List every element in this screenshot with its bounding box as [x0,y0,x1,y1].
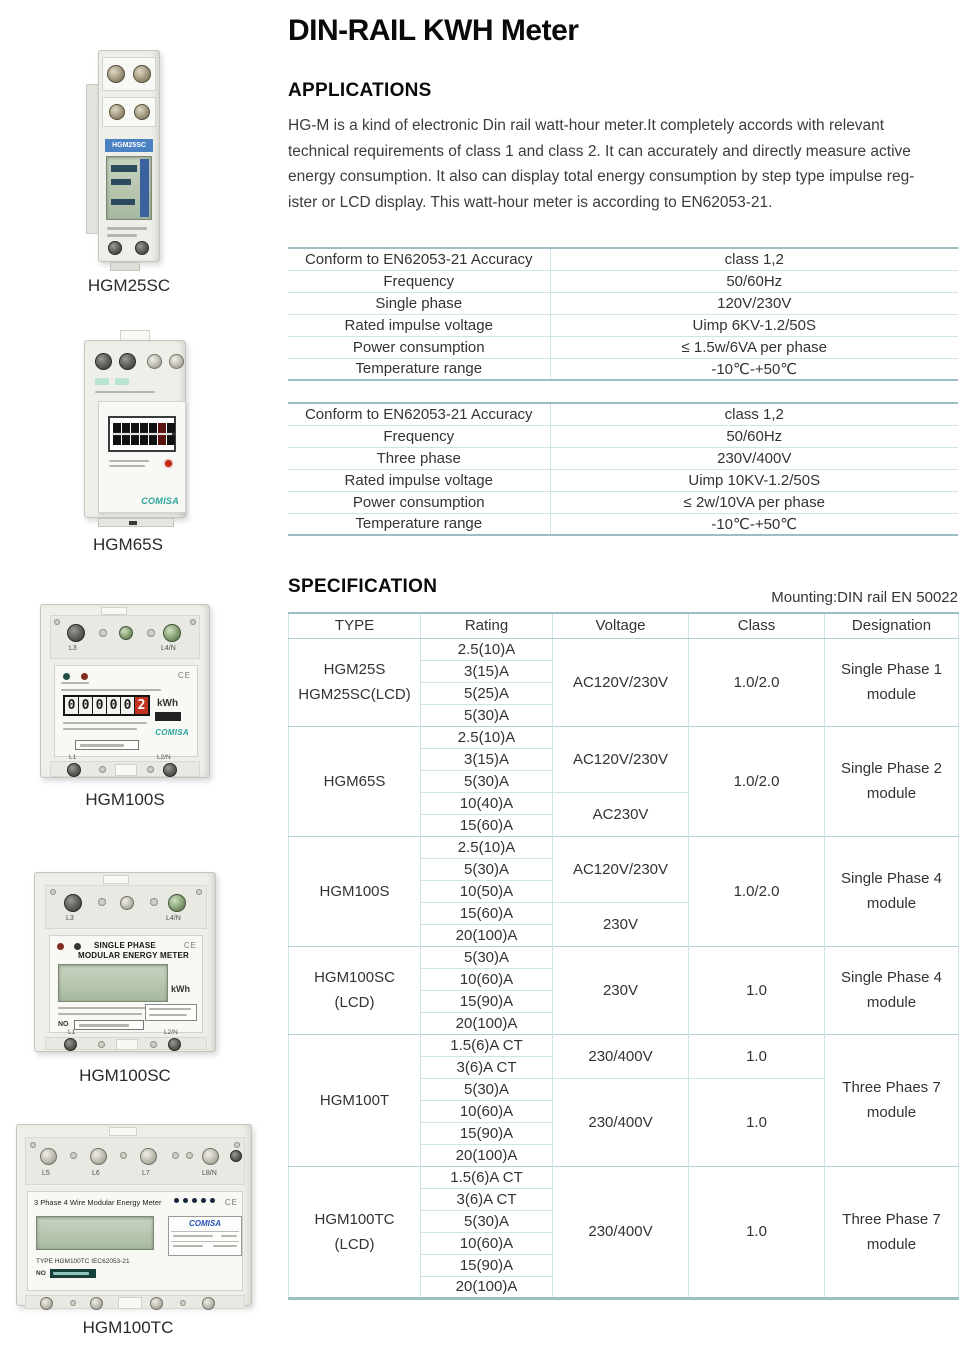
lcd-display [106,156,152,220]
product-caption-hgm25sc: HGM25SC [87,276,171,295]
spec-table-header-row [289,613,959,638]
status-led [174,1198,179,1203]
mount-tab [109,1127,137,1136]
spec-table-row [289,638,959,660]
terminal-screw [168,1038,181,1051]
product-photo-hgm100tc [12,1116,256,1316]
applications-paragraph [288,113,978,215]
meter-body [16,1124,252,1306]
unit-label: kWh [171,984,190,994]
type-line: HGM100T [319,1091,390,1109]
type-line: HGM100SC [314,969,395,986]
fine-print [58,1007,154,1009]
rating-cell: 10(50)A [421,880,553,902]
terminal-label: L4/N [166,915,181,922]
terminal-screw [108,241,122,255]
status-led [192,1198,197,1203]
product-photo-hgm100sc [30,866,220,1062]
lcd-display [58,964,168,1002]
lcd-side-strip [140,159,149,217]
content-column [288,0,960,1360]
counter-digit: 0 [93,697,106,714]
rating-cell: 10(40)A [421,792,553,814]
terminal-screw [95,353,112,370]
status-led [201,1198,206,1203]
terminal-screw [230,1150,242,1162]
lcd-segment [111,165,137,172]
rating-cell: 5(30)A [421,858,553,880]
terminal-screw [140,1148,157,1165]
green-marker [95,378,109,385]
terminal-screw [135,241,149,255]
serial-label: NO [58,1021,69,1028]
designation-line: module [866,895,917,912]
designation-line: Single Phase 1 [841,661,942,678]
terminal-strip-bottom [25,1295,245,1309]
param-value: 50/60Hz [550,270,958,292]
counter-digit: 2 [135,697,148,714]
front-panel [49,935,203,1033]
rating-cell: 20(100)A [421,1144,553,1166]
param-value: 230V/400V [550,447,958,469]
designation-line: module [866,785,917,802]
model-label: HGM25SC [105,139,153,152]
terminal-label: L4/N [161,645,176,652]
lcd-segment [111,179,131,185]
spec-table-row [289,1166,959,1188]
terminal-strip-top [50,615,200,659]
spec-row [288,425,958,447]
terminal-strip-top [45,885,207,929]
terminal-strip-bottom [45,1029,207,1050]
designation-cell [825,1166,959,1298]
rating-cell: 10(60)A [421,968,553,990]
rating-cell: 15(90)A [421,1254,553,1276]
meter-body [84,340,186,518]
terminal-screw [134,104,150,120]
terminal-label: L5 [42,1170,50,1177]
rating-cell: 5(30)A [421,704,553,726]
terminal-label: L8/N [202,1170,217,1177]
pulse-led [57,943,64,950]
terminal-screw [133,65,151,83]
terminal-screw [147,354,162,369]
status-led [183,1198,188,1203]
spec-row [288,403,958,425]
applications-heading: APPLICATIONS [288,80,432,101]
type-cell [289,638,421,726]
terminal-screw [107,65,125,83]
terminal-screw [163,624,181,642]
param-name: Temperature range [288,358,550,380]
param-value: Uimp 10KV-1.2/50S [550,469,958,491]
spec-row [288,447,958,469]
rating-cell: 5(30)A [421,946,553,968]
rating-cell: 3(6)A CT [421,1188,553,1210]
counter-digit: 0 [121,697,134,714]
meter-title: 3 Phase 4 Wire Modular Energy Meter [34,1198,162,1207]
fine-print [61,682,89,684]
spec-table-row [289,1034,959,1056]
ce-mark: CE [177,671,191,680]
type-cell [289,836,421,946]
fine-print [109,460,149,462]
param-value: Uimp 6KV-1.2/50S [550,314,958,336]
rating-cell: 15(90)A [421,990,553,1012]
terminal-screw [64,894,82,912]
rating-cell: 15(60)A [421,814,553,836]
designation-line: module [866,994,917,1011]
rating-cell: 3(6)A CT [421,1056,553,1078]
rating-cell: 5(25)A [421,682,553,704]
spec-row [288,491,958,513]
param-name: Power consumption [288,491,550,513]
param-name: Rated impulse voltage [288,469,550,491]
counter-band [112,433,172,435]
designation-cell [825,1034,959,1166]
specification-table [288,612,959,1300]
designation-line: Three Phase 7 [842,1210,941,1228]
terminal-label: L7 [142,1170,150,1177]
brand-logo: COMISA [141,496,179,506]
terminal-screw [67,763,81,777]
param-name: Temperature range [288,513,550,535]
spec-row [288,248,958,270]
rating-cell: 2.5(10)A [421,726,553,748]
fine-print [58,1013,142,1015]
terminal-screw [120,896,134,910]
meter-body [34,872,216,1052]
type-cell [289,1166,421,1298]
param-name: Conform to EN62053-21 Accuracy [288,403,550,425]
terminal-screw [168,894,186,912]
din-foot [110,262,140,271]
class-cell: 1.0 [689,1034,825,1078]
terminal-screw [67,624,85,642]
param-value: ≤ 1.5w/6VA per phase [550,336,958,358]
meter-body [98,50,160,262]
pulse-led [165,460,172,467]
terminal-screw [119,626,133,640]
din-clip-slot [129,521,137,525]
param-name: Power consumption [288,336,550,358]
rating-cell: 1.5(6)A CT [421,1034,553,1056]
fine-print [107,227,147,230]
terminal-strip-top [25,1137,245,1185]
fine-print [109,465,145,467]
terminal-block [102,97,156,127]
info-chip [145,1004,197,1021]
single-phase-spec-table [288,247,958,381]
terminal-label: L1 [68,1029,76,1036]
mount-tab [103,875,129,884]
terminal-label: L6 [92,1170,100,1177]
specification-heading: SPECIFICATION [288,576,438,597]
lcd-segment [111,199,135,205]
terminal-screw [90,1148,107,1165]
class-cell: 1.0 [689,1078,825,1166]
voltage-cell: AC120V/230V [553,638,689,726]
terminal-label: L2/N [164,1029,178,1036]
type-line: HGM25S [323,661,386,678]
product-photo-hgm100s [36,600,214,786]
spec-table-row [289,836,959,858]
ce-mark: CE [224,1198,238,1207]
rating-cell: 3(15)A [421,748,553,770]
designation-cell [825,946,959,1034]
designation-line: Single Phase 4 [841,969,942,986]
din-clip [115,764,137,776]
voltage-cell: 230V [553,902,689,946]
status-led [210,1198,215,1203]
spec-row [288,358,958,380]
type-cell [289,1034,421,1166]
voltage-cell: 230/400V [553,1078,689,1166]
meter-title-line2: MODULAR ENERGY METER [78,951,189,960]
din-clip [118,1297,142,1309]
rating-cell: 20(100)A [421,1012,553,1034]
rating-cell: 10(60)A [421,1232,553,1254]
meter-body [40,604,210,778]
unit-label: kWh [157,698,179,709]
spec-row [288,469,958,491]
spec-row [288,270,958,292]
param-value: ≤ 2w/10VA per phase [550,491,958,513]
fine-print [61,689,161,691]
rating-cell: 15(60)A [421,902,553,924]
rating-cell: 1.5(6)A CT [421,1166,553,1188]
rating-cell: 20(100)A [421,924,553,946]
product-caption-hgm100tc: HGM100TC [82,1318,174,1337]
terminal-screw [202,1297,215,1310]
spec-row [288,513,958,535]
type-line: HGM100S [319,882,390,900]
terminal-screw [169,354,184,369]
voltage-cell: AC120V/230V [553,836,689,902]
product-caption-hgm100sc: HGM100SC [79,1066,171,1085]
param-name: Rated impulse voltage [288,314,550,336]
param-value: 50/60Hz [550,425,958,447]
terminal-label: L1 [69,754,77,761]
front-panel [54,665,198,757]
terminal-screw [40,1148,57,1165]
rating-cell: 20(100)A [421,1276,553,1298]
type-cell [289,726,421,836]
terminal-screw [40,1297,53,1310]
power-led [63,673,70,680]
rating-cell: 5(30)A [421,1078,553,1100]
column-header: Rating [421,613,553,638]
terminal-screw [90,1297,103,1310]
ce-mark: CE [183,941,197,950]
fine-print [95,391,155,393]
class-cell: 1.0 [689,1166,825,1298]
rating-cell: 15(90)A [421,1122,553,1144]
column-header: TYPE [289,613,421,638]
type-line: (LCD) [334,1235,375,1253]
pulse-led [81,673,88,680]
designation-line: module [866,686,917,703]
product-photo-hgm25sc [86,50,172,274]
terminal-strip-bottom [50,754,200,777]
spec-row [288,336,958,358]
terminal-label: L2/N [157,754,171,761]
terminal-screw [109,104,125,120]
power-led [74,943,81,950]
spec-table-row [289,946,959,968]
counter-digit: 0 [65,697,78,714]
designation-line: module [866,1104,917,1121]
type-line: HGM100TC [314,1210,395,1228]
class-cell: 1.0/2.0 [689,836,825,946]
type-line: TYPE HGM100TC IEC62053-21 [36,1258,130,1265]
spec-row [288,292,958,314]
serial-number-box [74,1020,144,1030]
serial-number-box [50,1269,96,1278]
type-line: HGM25SC(LCD) [298,686,411,703]
column-header: Class [689,613,825,638]
counter-digit: 0 [79,697,92,714]
counter-register [108,416,176,452]
terminal-screw [64,1038,77,1051]
fine-print [63,728,137,730]
param-name: Frequency [288,425,550,447]
din-clip [116,1039,138,1050]
lcd-display [36,1216,154,1250]
front-panel [98,401,186,513]
param-value: class 1,2 [724,250,784,268]
counter-register [63,695,150,716]
voltage-cell: AC120V/230V [553,726,689,792]
type-line: (LCD) [334,994,375,1011]
fine-print [107,234,137,237]
class-cell: 1.0 [689,946,825,1034]
applications-text-line: HG-M is a kind of electronic Din rail watt-hour meter.It completely accords with relevant [288,117,885,134]
terminal-screw [150,1297,163,1310]
voltage-cell: AC230V [553,792,689,836]
brand-logo: COMISA [155,728,189,737]
designation-cell [825,836,959,946]
param-value: 120V/230V [550,292,958,314]
designation-line: Single Phase 4 [841,870,942,887]
param-name: Conform to EN62053-21 Accuracy [288,248,550,270]
brand-logo: COMISA [189,1219,221,1228]
param-value: -10℃-+50℃ [550,513,958,535]
fine-print [63,722,147,724]
counter-digit: 0 [107,697,120,714]
rating-cell: 2.5(10)A [421,638,553,660]
front-panel [27,1191,243,1291]
designation-cell [825,638,959,726]
product-caption-hgm65s: HGM65S [93,535,163,554]
type-cell [289,946,421,1034]
voltage-cell: 230/400V [553,1034,689,1078]
voltage-cell: 230V [553,946,689,1034]
designation-line: Single Phase 2 [841,760,942,777]
param-name: Single phase [288,292,550,314]
terminal-block [102,57,156,91]
param-name: Three phase [288,447,550,469]
three-phase-spec-table [288,402,958,536]
column-header: Voltage [553,613,689,638]
spec-table-row [289,726,959,748]
type-line: HGM65S [323,772,386,790]
applications-text-line: technical requirements of class 1 and class 2. It can accurately and directly measure active [288,142,911,160]
product-caption-hgm100s: HGM100S [85,790,165,809]
voltage-cell: 230/400V [553,1166,689,1298]
param-value: class 1,2 [724,405,784,423]
designation-cell [825,726,959,836]
green-marker [115,378,129,385]
rating-cell: 10(60)A [421,1100,553,1122]
mount-tab [101,607,127,615]
rating-cell: 3(15)A [421,660,553,682]
rating-cell: 5(30)A [421,1210,553,1232]
rating-cell: 5(30)A [421,770,553,792]
applications-text-line: ister or LCD display. This watt-hour meter is according to EN62053-21. [288,193,773,211]
mounting-note: Mounting:DIN rail EN 50022 [771,589,958,606]
page-title: DIN-RAIL KWH Meter [288,14,579,47]
terminal-screw [163,763,177,777]
designation-line: Three Phaes 7 [842,1079,941,1096]
rating-cell: 2.5(10)A [421,836,553,858]
terminal-screw [202,1148,219,1165]
terminal-label: L3 [69,645,77,652]
terminal-label: L3 [66,915,74,922]
din-clip [98,518,174,527]
designation-line: module [866,1235,917,1253]
unit-chip [155,712,181,721]
serial-number-box [75,740,139,750]
class-cell: 1.0/2.0 [689,638,825,726]
applications-text-line: energy consumption. It also can display total energy consumption by step type impulse reg- [288,168,915,185]
class-cell: 1.0/2.0 [689,726,825,836]
param-name: Frequency [288,270,550,292]
product-photo-hgm65s [76,330,194,530]
spec-row [288,314,958,336]
terminal-screw [119,353,136,370]
serial-label: NO [36,1270,46,1277]
param-value: -10℃-+50℃ [550,358,958,380]
column-header: Designation [825,613,959,638]
rating-label-plate [168,1216,242,1256]
meter-title-line1: SINGLE PHASE [94,941,156,950]
